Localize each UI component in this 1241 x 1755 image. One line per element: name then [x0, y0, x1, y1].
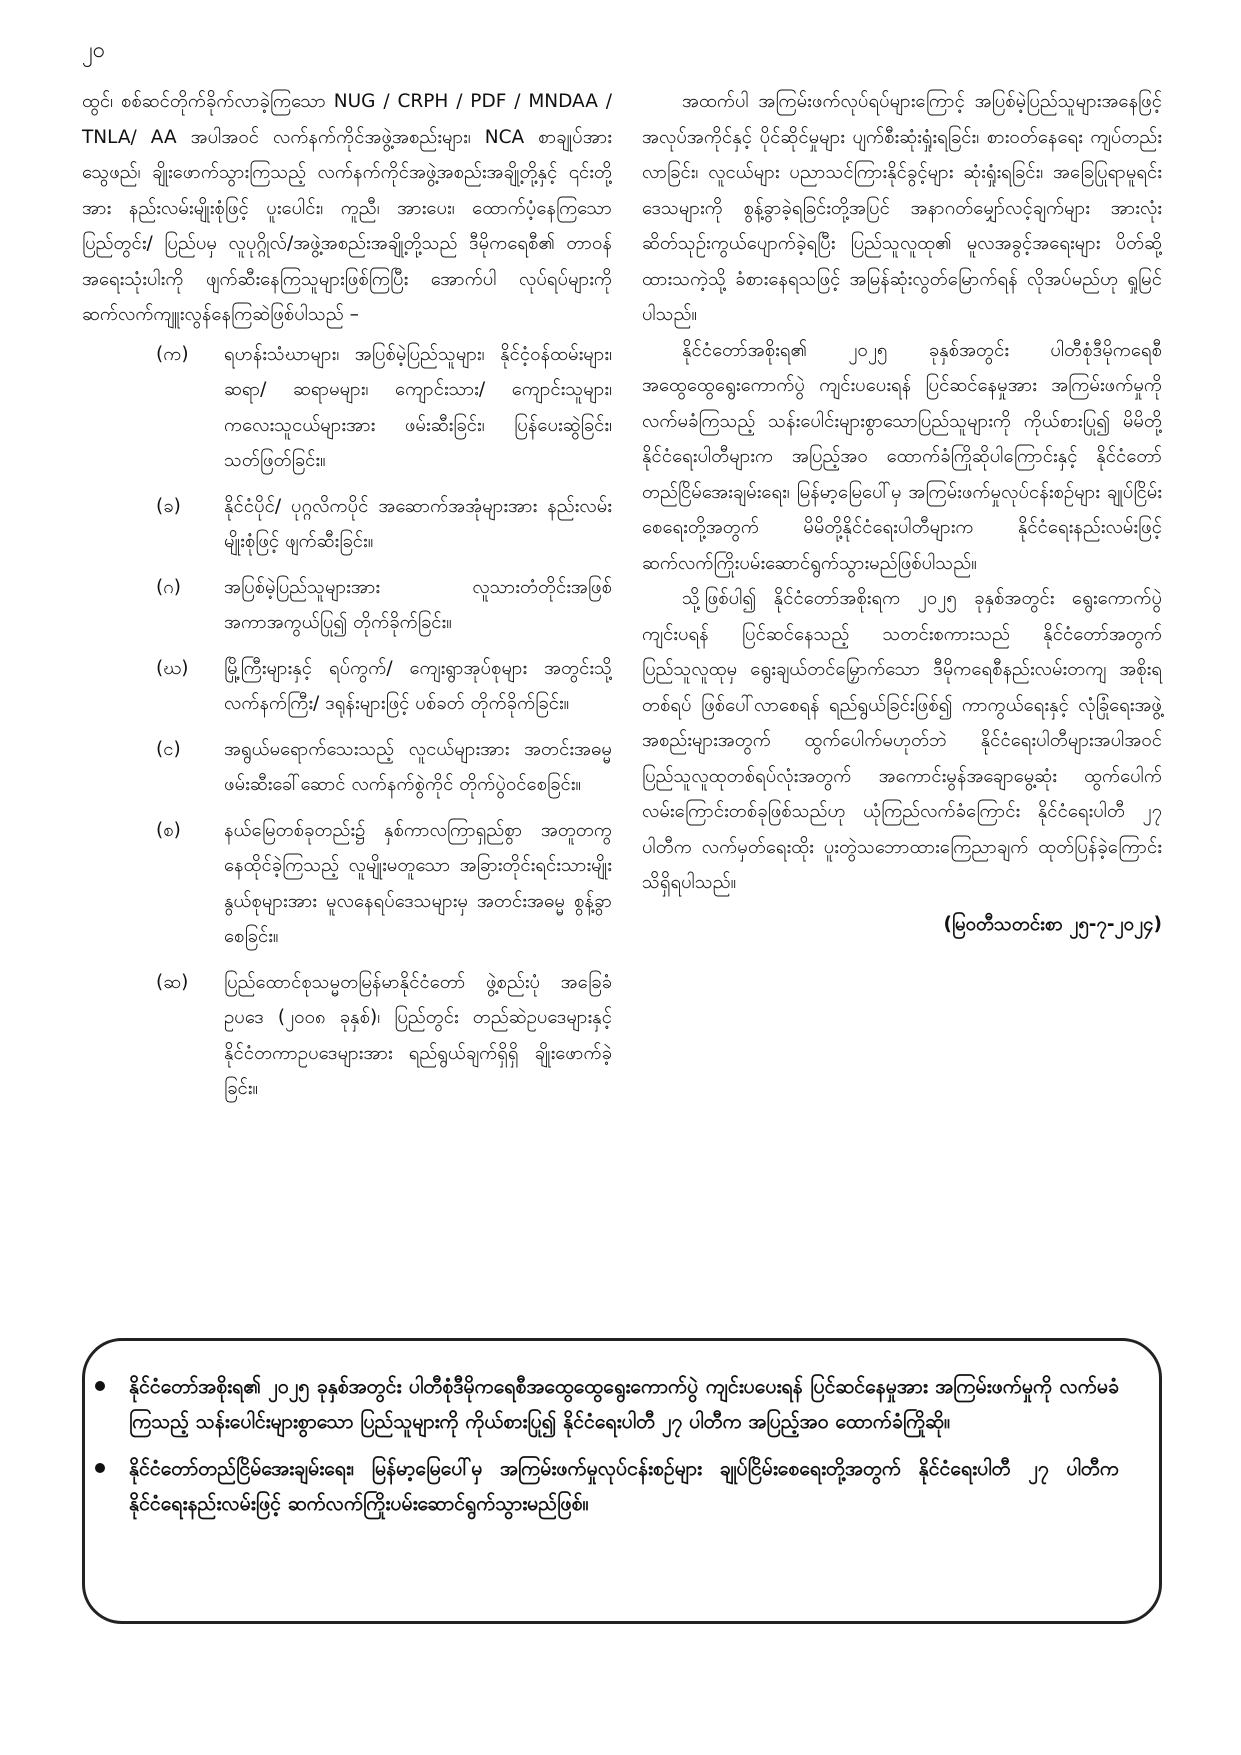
intro-paragraph: ထွင်၊ စစ်ဆင်တိုက်ခိုက်လာခဲ့ကြသော NUG / CRPH / PDF / MNDAA / TNLA/ AA အပါအဝင် လက်နက်ကိုင်အဖွဲ့အစည်းများ၊ NCA စာချုပ်အား သွေဖည်၊ ချိုးဖောက်သွားကြသည့် လက်နက်ကိုင်အဖွဲ့အစည်းအချို့တို့နှင့် ၎င်းတို့အား နည်းလမ်းမျိုးစုံဖြင့် ပူးပေါင်း၊ ကူညီ၊ အားပေး၊ ထောက်ပံ့နေကြသော ပြည်တွင်း/ ပြည်ပမှ လူပုဂ္ဂိုလ်/အဖွဲ့အစည်းအချို့တို့သည် ဒီမိုကရေစီ၏ တာဝန်အရေးသုံးပါးကို ဖျက်ဆီးနေကြသူများဖြစ်ကြပြီး အောက်ပါ လုပ်ရပ်များကို ဆက်လက်ကျူးလွန်နေကြဆဲဖြစ်ပါသည် –	[82, 91, 612, 325]
list-item	[82, 651, 612, 722]
body-paragraph: နိုင်ငံတော်အစိုးရ၏ ၂၀၂၅ ခုနှစ်အတွင်း ပါတီစုံဒီမိုကရေစီအထွေထွေရွေးကောက်ပွဲ ကျင်းပပေးရန် ပြင်ဆင်နေမှုအား အကြမ်းဖက်မှုကို လက်မခံကြသည့် သန်းပေါင်းများစွာသောပြည်သူများကို ကိုယ်စားပြု၍ မိမိတို့နိုင်ငံရေးပါတီများက အပြည့်အဝ ထောက်ခံကြိုဆိုပါကြောင်းနှင့် နိုင်ငံတော် တည်ငြိမ်အေးချမ်းရေး၊ မြန်မာ့မြေပေါ်မှ အကြမ်းဖက်မှုလုပ်ငန်းစဉ်များ ချုပ်ငြိမ်းစေရေးတို့အတွက် မိမိတို့နိုင်ငံရေးပါတီများက နိုင်ငံရေးနည်းလမ်းဖြင့် ဆက်လက်ကြိုးပမ်းဆောင်ရွက်သွားမည်ဖြစ်ပါသည်။	[642, 339, 1162, 574]
list-item-text: နယ်မြေတစ်ခုတည်း၌ နှစ်ကာလကြာရှည်စွာ အတူတကွနေထိုင်ခဲ့ကြသည့် လူမျိုးမတူသော အခြားတိုင်းရင်းသားမျိုးနွယ်စုများအား မူလနေရပ်ဒေသများမှ အတင်းအဓမ္မ စွန့်ခွာစေခြင်း။	[224, 819, 612, 947]
body-paragraph: သို့ဖြစ်ပါ၍ နိုင်ငံတော်အစိုးရက ၂၀၂၅ ခုနှစ်အတွင်း ရွေးကောက်ပွဲကျင်းပရန် ပြင်ဆင်နေသည့် သတင်းစကားသည် နိုင်ငံတော်အတွက် ပြည်သူလူထုမှ ရွေးချယ်တင်မြှောက်သော ဒီမိုကရေစီနည်းလမ်းတကျ အစိုးရတစ်ရပ် ဖြစ်ပေါ်လာစေရန် ရည်ရွယ်ခြင်းဖြစ်၍ ကာကွယ်ရေးနှင့် လုံခြုံရေးအဖွဲ့အစည်းများအတွက် ထွက်ပေါက်မဟုတ်ဘဲ နိုင်ငံရေးပါတီများအပါအဝင် ပြည်သူလူထုတစ်ရပ်လုံးအတွက် အကောင်းမွန်အချောမွေ့ဆုံး ထွက်ပေါက်လမ်းကြောင်းတစ်ခုဖြစ်သည်ဟု ယုံကြည်လက်ခံကြောင်း နိုင်ငံရေးပါတီ ၂၇ ပါတီက လက်မှတ်ရေးထိုး ပူးတွဲသဘောထားကြေညာချက် ထုတ်ပြန်ခဲ့ကြောင်း သိရှိရပါသည်။	[642, 588, 1162, 893]
summary-list	[131, 1369, 1119, 1521]
page-number: ၂၀	[82, 38, 106, 63]
list-marker: (င)	[156, 738, 181, 760]
list-marker: (ခ)	[156, 495, 181, 517]
summary-text: နိုင်ငံတော်အစိုးရ၏ ၂၀၂၅ ခုနှစ်အတွင်း ပါတီစုံဒီမိုကရေစီအထွေထွေရွေးကောက်ပွဲ ကျင်းပပေးရန် ပြင်ဆင်နေမှုအား အကြမ်းဖက်မှုကို လက်မခံကြသည့် သန်းပေါင်းများစွာသော ပြည်သူများကို ကိုယ်စားပြု၍ နိုင်ငံရေးပါတီ ၂၇ ပါတီက အပြည့်အဝ ထောက်ခံကြိုဆို။	[129, 1375, 1119, 1433]
summary-text: နိုင်ငံတော်တည်ငြိမ်အေးချမ်းရေး၊ မြန်မာ့မြေပေါ်မှ အကြမ်းဖက်မှုလုပ်ငန်းစဉ်များ ချုပ်ငြိမ်းစေရေးတို့အတွက် နိုင်ငံရေးပါတီ ၂၇ ပါတီက နိုင်ငံရေးနည်းလမ်းဖြင့် ဆက်လက်ကြိုးပမ်းဆောင်ရွက်သွားမည်ဖြစ်။	[129, 1457, 1119, 1515]
list-item-text: မြို့ကြီးများနှင့် ရပ်ကွက်/ ကျေးရွာအုပ်စုများ အတွင်းသို့ လက်နက်ကြီး/ ဒရုန်းများဖြင့် ပစ်ခတ် တိုက်ခိုက်ခြင်း။	[224, 657, 612, 714]
list-item	[82, 965, 612, 1107]
bullet-icon	[95, 1463, 105, 1473]
source-credit: (မြဝတီသတင်းစာ ၂၅-၇-၂၀၂၄)	[943, 913, 1162, 935]
list-marker: (စ)	[156, 819, 181, 841]
bullet-icon	[95, 1381, 105, 1391]
summary-item	[131, 1451, 1119, 1521]
list-marker: (ဆ)	[156, 971, 189, 993]
summary-box	[82, 1338, 1162, 1624]
body-paragraph: အထက်ပါ အကြမ်းဖက်လုပ်ရပ်များကြောင့် အပြစ်မဲ့ပြည်သူများအနေဖြင့် အလုပ်အကိုင်နှင့် ပိုင်ဆိုင်မှုများ ပျက်စီးဆုံးရှုံးရခြင်း၊ စားဝတ်နေရေး ကျပ်တည်းလာခြင်း၊ လူငယ်များ ပညာသင်ကြားနိုင်ခွင့်များ ဆုံးရှုံးရခြင်း၊ အခြေပြုရာမူရင်းဒေသများကို စွန့်ခွာခဲ့ရခြင်းတို့အပြင် အနာဂတ်မျှော်လင့်ချက်များ အားလုံး ဆိတ်သုဉ်းကွယ်ပျောက်ခဲ့ရပြီး ပြည်သူလူထု၏ မူလအခွင့်အရေးများ ပိတ်ဆို့ထားသကဲ့သို့ ခံစားနေရသဖြင့် အမြန်ဆုံးလွတ်မြောက်ရန် လိုအပ်မည်ဟု ရှုမြင်ပါသည်။	[642, 91, 1162, 325]
list-item	[82, 813, 612, 955]
list-marker: (က)	[156, 343, 189, 365]
list-item	[82, 337, 612, 479]
list-marker: (ဃ)	[156, 657, 189, 679]
violations-list	[82, 337, 612, 1107]
right-column	[642, 84, 1162, 942]
list-item	[82, 732, 612, 803]
list-item-text: အပြစ်မဲ့ပြည်သူများအား လူသားတံတိုင်းအဖြစ် အကာအကွယ်ပြု၍ တိုက်ခိုက်ခြင်း။	[224, 576, 612, 633]
list-item-text: ရဟန်းသံဃာများ၊ အပြစ်မဲ့ပြည်သူများ၊ နိုင်ငံ့ဝန်ထမ်းများ၊ ဆရာ/ ဆရာမများ၊ ကျောင်းသား/ ကျောင်းသူများ၊ ကလေးသူငယ်များအား ဖမ်းဆီးခြင်း၊ ပြန်ပေးဆွဲခြင်း၊ သတ်ဖြတ်ခြင်း။	[224, 343, 612, 471]
list-item-text: နိုင်ငံပိုင်/ ပုဂ္ဂလိကပိုင် အဆောက်အအုံများအား နည်းလမ်းမျိုးစုံဖြင့် ဖျက်ဆီးခြင်း။	[224, 495, 612, 552]
list-item-text: ပြည်ထောင်စုသမ္မတမြန်မာနိုင်ငံတော် ဖွဲ့စည်းပုံ အခြေခံဥပဒေ (၂၀၀၈ ခုနှစ်)၊ ပြည်တွင်း တည်ဆဲဥပဒေများနှင့် နိုင်ငံတကာဥပဒေများအား ရည်ရွယ်ချက်ရှိရှိ ချိုးဖောက်ခဲ့ခြင်း။	[224, 971, 612, 1099]
list-marker: (ဂ)	[156, 576, 182, 598]
list-item	[82, 570, 612, 641]
summary-item	[131, 1369, 1119, 1439]
list-item-text: အရွယ်မရောက်သေးသည့် လူငယ်များအား အတင်းအဓမ္မ ဖမ်းဆီးခေါ်ဆောင် လက်နက်စွဲကိုင် တိုက်ပွဲဝင်စေခြင်း။	[224, 738, 612, 795]
list-item	[82, 489, 612, 560]
left-column	[82, 84, 612, 1117]
